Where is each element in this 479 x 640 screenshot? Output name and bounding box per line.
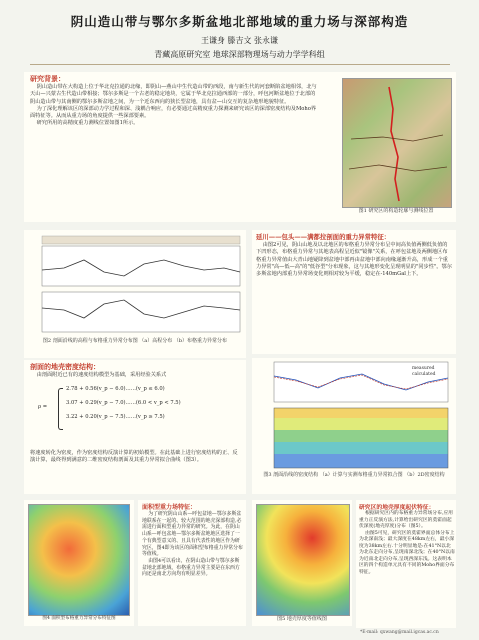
survey-line-icon [343, 79, 451, 207]
fig3-legend [412, 366, 436, 378]
figure-4 [24, 500, 134, 626]
fig2-caption: 图2 剖面沿线的高程与布格重力异常分布图 （a）高程分布 （b）布格重力异常分布 [42, 338, 228, 344]
section-density-structure [24, 360, 246, 494]
fig4-caption: 图4 面积型布格重力异常分布特征图 [42, 616, 116, 621]
section-background-text: 阴山造山带在大构造上位于华北克拉通的北缘，即阴山—燕山中生代造山带的西段，南与新生代的河套断陷盆地相邻，北与天山—兴蒙古生代造山带相接；鄂尔多斯是一个古老的稳定地块，它属于华北克拉通西部的一部分，呼包河断盆地位于北部的阴山造山带与其南侧的鄂尔多斯盆地之间，为一个近东西向的狭长型盆地，具有盆—山交互的复杂地形地貌特征。 为了深化理解该区的深部动力学过程和深、浅耦合响应，有必要通过高精度重力探测来研究该区的深部密度结构及Moho界面特征等。从而从重力场的角度提供一些深部要素。 研究所用的高精度重力测线位置如图1所示。 [30, 84, 317, 127]
section-density-heading: 剖面的地壳密度结构： [30, 362, 100, 371]
legend-calculated: calculated [412, 372, 436, 377]
legend-measured: measured [412, 366, 435, 371]
poster-authors: 王谦身 滕吉文 张永谦 [200, 36, 279, 45]
section-profile-gravity [252, 230, 456, 354]
figure-5 [252, 500, 352, 626]
section-background [24, 72, 456, 222]
figure-3 [252, 358, 456, 494]
section-background-heading: 研究背景： [30, 74, 65, 83]
section-areal-gravity [138, 500, 246, 626]
formula-line-3: 3.22 + 0.20(v_p − 7.5)……(v_p ≥ 7.5) [66, 414, 165, 420]
footer-email: *E-mail: qxwang@mail.igcas.ac.cn [360, 630, 439, 635]
section-areal-text: 为了研究阴山山系—呼包盆地—鄂尔多斯盆地联系在一起的、较大范围的地壳深部构造,必需进行面积型重力异常的研究。为此，在阴山山系—呼包盆地—鄂尔多斯盆地地区选择了一个有典型意义的、且具有代表性的地区作为研究区，图4即为该区的面积型布格重力异常分布等值线。 由图4可以看出，在阴山造山带与鄂尔多斯盆地北部地域，布格重力异常主要是在东西方向还是南北方向均有明显差异。 [142, 511, 243, 578]
formula-line-1: 2.78 + 0.56(v_p − 6.0)……(v_p ≤ 6.0) [66, 386, 165, 392]
fig3-caption: 图3 剖面沿线的密度结构 （a）计算与实测布格重力异常拟合图 （b）2D密度结构 [263, 472, 445, 478]
section-density-text-2: 将速度转化为密度，作为密度结构反演计算的初始模型。在此基础上进行密度结构的正、反演计算，最终得到满意的二维密度结构剖面及其重力异常拟合曲线（图3）。 [30, 450, 238, 464]
section-crustal-thickness [356, 500, 456, 628]
formula-rho: ρ = [38, 404, 48, 410]
section-profile-text: 由图2可见，阴山山地及以北地区的布格重力异常分布呈中间高负值两侧低负值的下凹形态，布格重力异常与其地表高程呈近似"镜像"关系，在呼包盆地及两侧地区布格重力异常值由大青山地疑降到盆地中部再由盆地中部向南缘递渐升高，形成一个重力异常"高—低—高"的"低谷型"分布现象，这与其地形变化呈现明显的"同步性"。鄂尔多斯盆地内部重力异常场变化则相对较为平缓，稳定在-140mGal上下。 [256, 242, 452, 278]
section-thickness-text: 根据研究区内的布格重力异常场分布,应用重力正反演方法,计算给出研究区的莫霍面起伏深度(地壳厚度)分布（图5）。 由图5可见，研究区的莫霍界面总体分布上为北深南浅；最大深度在48km左右，最小深度为38km左右.十分明显地是:在41°N以北为北东走向分布,呈现南深北浅；在40°N以南为近南北走向分布,呈现西深东浅。这表明本区的四个构造单元具有不同的Moho界面分布特征。 [359, 511, 455, 575]
fig5-moho-map [256, 504, 350, 616]
section-density-text: 由剖面附近已有的速度结构模型为基础，采用经验关系式 [30, 372, 167, 378]
fig1-caption: 图1 研究区的构造轮廓与测线位置 [358, 208, 434, 214]
study-area-map [342, 78, 452, 208]
fig4-contour-map [28, 504, 130, 616]
section-areal-heading: 面积型重力场特征： [142, 504, 197, 511]
section-profile-heading: 延川——包头——满都拉剖面的重力异常特征： [256, 233, 391, 241]
title-divider [30, 64, 450, 65]
section-thickness-heading: 研究区的地壳厚度起伏特征： [359, 505, 435, 511]
poster-title: 阴山造山带与鄂尔多斯盆地北部地域的重力场与深部构造 [70, 14, 409, 29]
fig5-caption: 图5 地壳厚度等值线图 [277, 616, 327, 622]
formula-brace [58, 388, 63, 430]
formula-line-2: 3.07 + 0.29(v_p − 7.0)……(6.0 < v_p < 7.5) [66, 400, 181, 406]
poster-institute: 青藏高原研究室 地球深部物理场与动力学学科组 [154, 50, 325, 59]
figure-2 [24, 230, 246, 358]
